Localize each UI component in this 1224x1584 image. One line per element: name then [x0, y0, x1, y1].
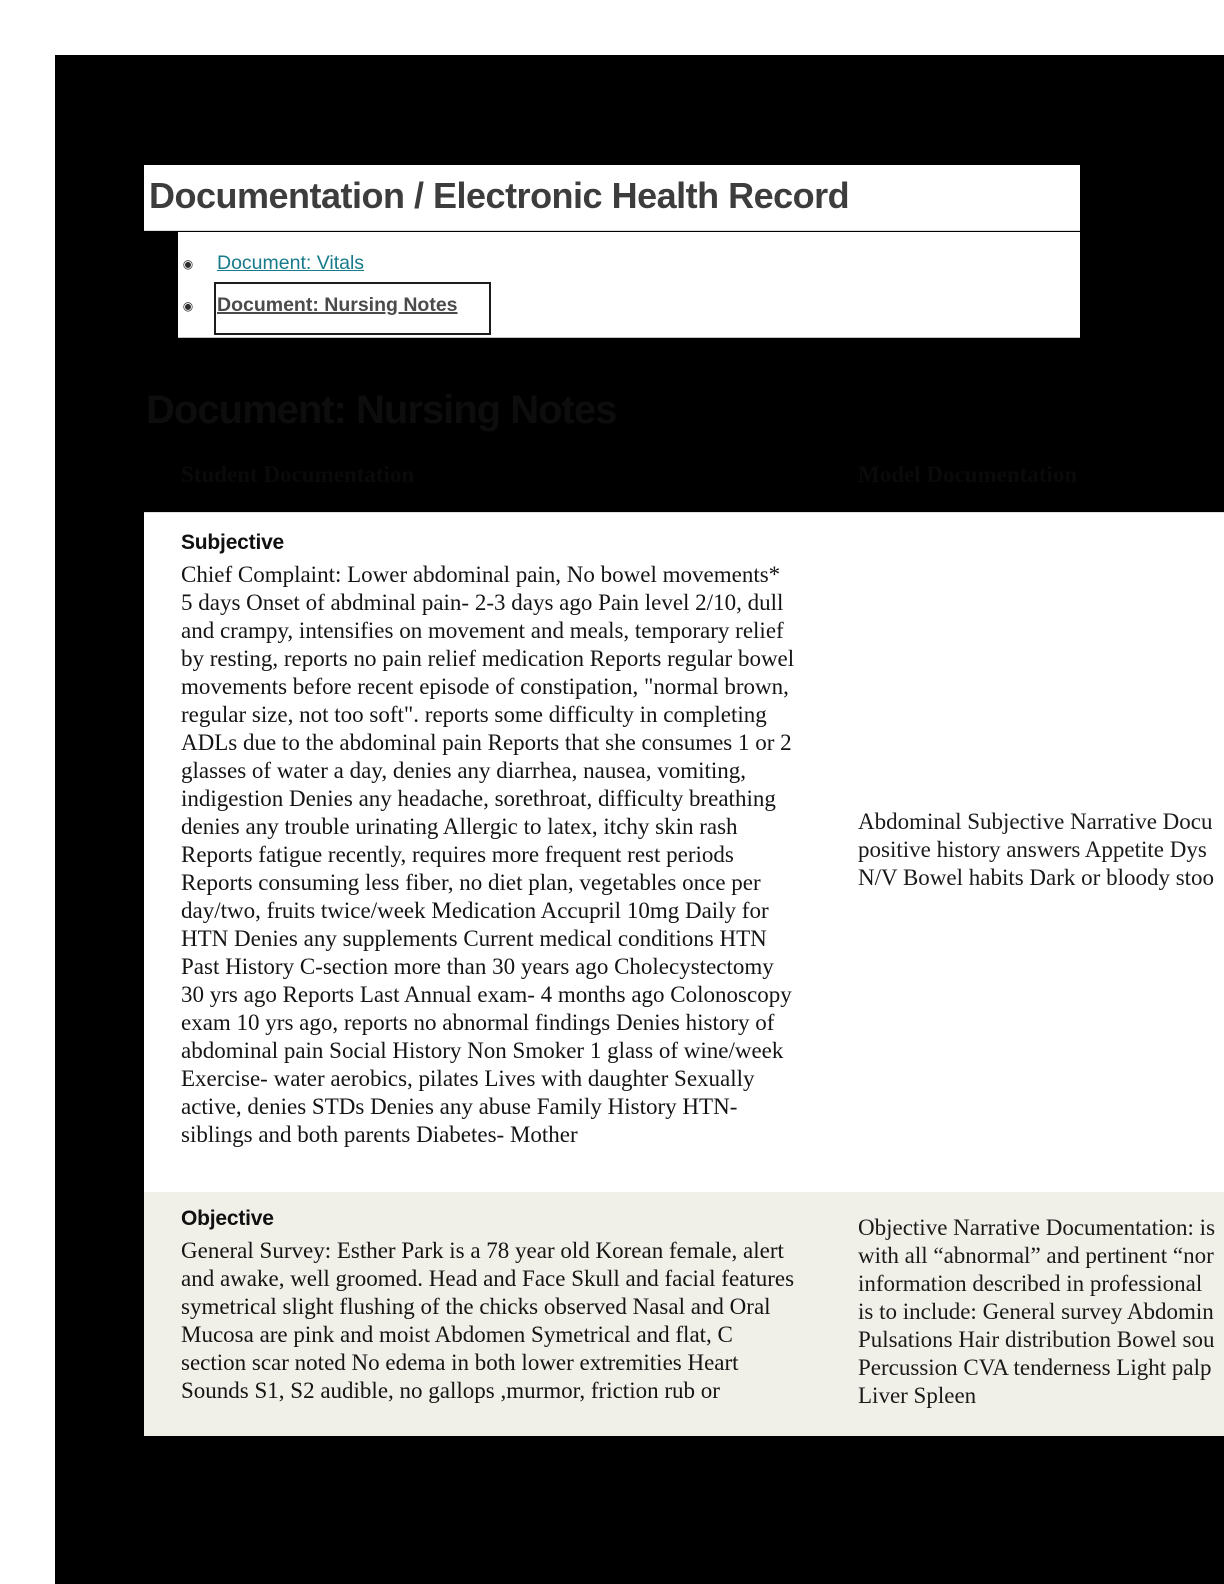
column-header-model: Model Documentation	[858, 462, 1078, 487]
model-doc-line: N/V Bowel habits Dark or bloody stoo	[858, 865, 1215, 890]
model-doc-line: information described in professional	[858, 1271, 1203, 1296]
subjective-row	[144, 513, 1224, 1192]
header-bar	[144, 165, 1080, 231]
model-doc-line: Percussion CVA tenderness Light palp	[858, 1355, 1212, 1380]
model-doc-line: Liver Spleen	[858, 1383, 977, 1408]
model-doc-line: is to include: General survey Abdomin	[858, 1299, 1214, 1324]
model-doc-line: Objective Narrative Documentation: is	[858, 1215, 1216, 1240]
list-bullet-icon: ◉	[182, 299, 194, 313]
model-doc-line: Pulsations Hair distribution Bowel sou	[858, 1327, 1215, 1352]
document-vitals-link[interactable]: Document: Vitals	[217, 252, 365, 274]
document-links-list	[178, 232, 1080, 338]
objective-row	[144, 1192, 1224, 1436]
objective-student-text: General Survey: Esther Park is a 78 year old Korean female, alert and awake, well groomed. Head and Face Skull and facial features symetrical slight flushing of the chicks observed Nasal and Oral Mucosa are pink and moist Abdomen Symetrical and flat, C section scar noted No edema in both lower extremities Heart Sounds S1, S2 audible, no gallops ,murmor, friction rub or	[181, 1238, 795, 1403]
model-doc-line: with all “abnormal” and pertinent “nor	[858, 1243, 1214, 1268]
subjective-student-cell	[181, 529, 797, 1149]
subjective-heading: Subjective	[181, 531, 285, 554]
list-bullet-icon: ◉	[182, 257, 194, 271]
subjective-model-text	[858, 808, 1214, 892]
column-header-student: Student Documentation	[181, 462, 415, 487]
objective-student-cell	[181, 1205, 797, 1405]
model-doc-line: Abdominal Subjective Narrative Docu	[858, 809, 1213, 834]
objective-heading: Objective	[181, 1207, 274, 1230]
model-doc-line: positive history answers Appetite Dys	[858, 837, 1207, 862]
document-nursing-notes-link[interactable]: Document: Nursing Notes	[217, 294, 458, 316]
page-heading-nursing-notes: Document: Nursing Notes	[146, 388, 617, 432]
page-title: Documentation / Electronic Health Record	[149, 175, 850, 216]
subjective-student-text: Chief Complaint: Lower abdominal pain, No bowel movements* 5 days Onset of abdminal pain- 2-3 days ago Pain level 2/10, dull and crampy, intensifies on movement and meals, temporary relief by resting, reports no pain relief medication Reports regular bowel movements before recent episode of constipation, "normal brown, regular size, not too soft". reports some difficulty in completing ADLs due to the abdominal pain Reports that she consumes 1 or 2 glasses of water a day, denies any diarrhea, nausea, vomiting, indigestion Denies any headache, sorethroat, difficulty breathing denies any trouble urinating Allergic to latex, itchy skin rash Reports fatigue recently, requires more frequent rest periods Reports consuming less fiber, no diet plan, vegetables once per day/two, fruits twice/week Medication Accupril 10mg Daily for HTN Denies any supplements Current medical conditions HTN Past History C-section more than 30 years ago Cholecystectomy 30 yrs ago Reports Last Annual exam- 4 months ago Colonoscopy exam 10 yrs ago, reports no abnormal findings Denies history of abdominal pain Social History Non Smoker 1 glass of wine/week Exercise- water aerobics, pilates Lives with daughter Sexually active, denies STDs Denies any abuse Family History HTN- siblings and both parents Diabetes- Mother	[181, 562, 795, 1147]
objective-model-text	[858, 1214, 1215, 1410]
